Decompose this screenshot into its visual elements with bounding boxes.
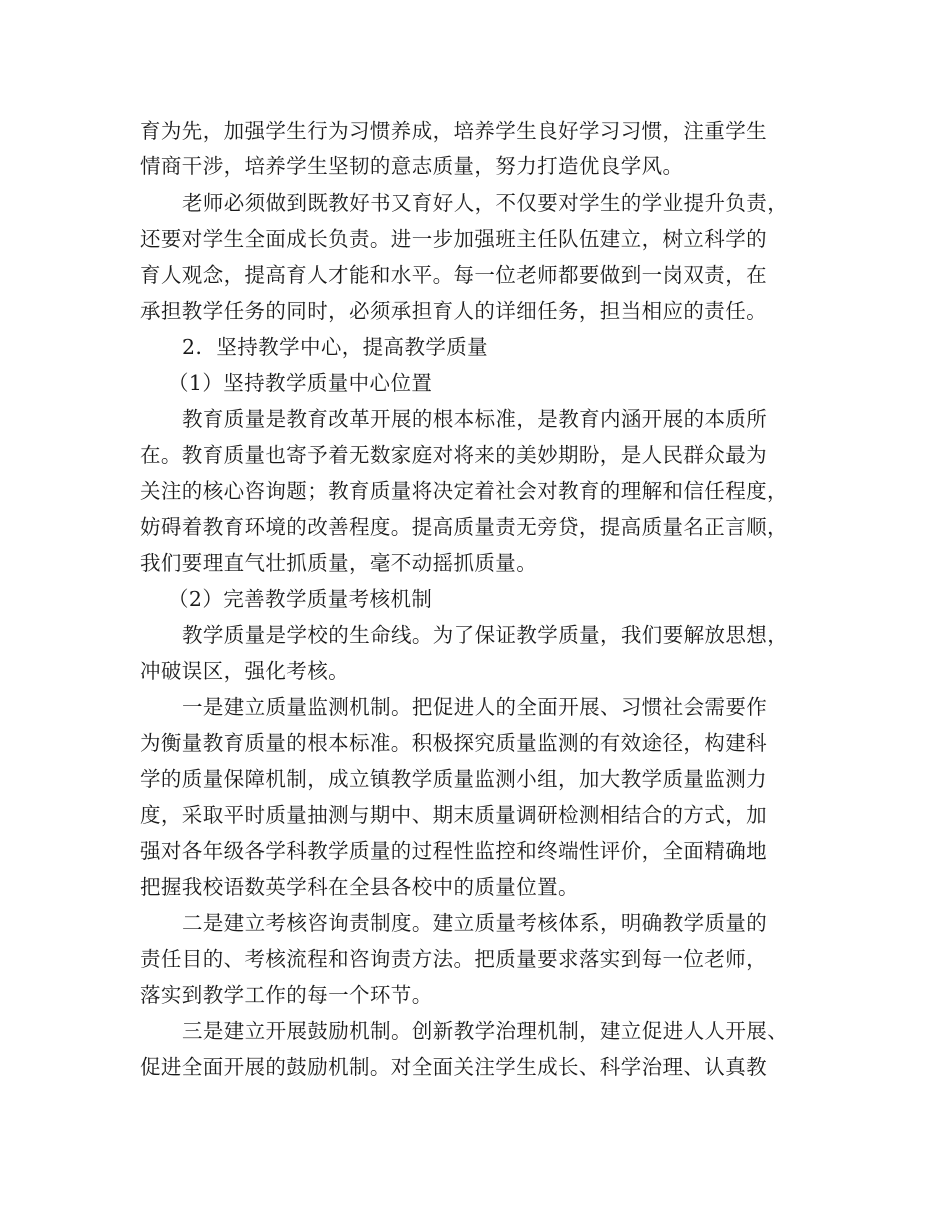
subsection-heading: （1）坚持教学质量中心位置 <box>168 371 433 395</box>
text-line: 促进全面开展的鼓励机制。对全面关注学生成长、科学治理、认真教 <box>140 1055 767 1079</box>
subsection-heading: （2）完善教学质量考核机制 <box>168 587 433 611</box>
text-line: 为衡量教育质量的根本标准。积极探究质量监测的有效途径，构建科 <box>140 731 767 755</box>
text-line: 度，采取平时质量抽测与期中、期末质量调研检测相结合的方式，加 <box>140 803 767 827</box>
text-line: 育人观念，提高育人才能和水平。每一位老师都要做到一岗双责，在 <box>140 263 767 287</box>
text-line: 在。教育质量也寄予着无数家庭对将来的美妙期盼，是人民群众最为 <box>140 443 767 467</box>
text-line: 三是建立开展鼓励机制。创新教学治理机制，建立促进人人开展、 <box>182 1019 789 1043</box>
section-heading: 2．坚持教学中心，提高教学质量 <box>182 335 489 359</box>
text-line: 情商干涉，培养学生坚韧的意志质量，努力打造优良学风。 <box>140 154 684 178</box>
text-line: 教育质量是教育改革开展的根本标准，是教育内涵开展的本质所 <box>182 407 768 431</box>
text-line: 承担教学任务的同时，必须承担育人的详细任务，担当相应的责任。 <box>140 299 767 323</box>
text-line: 妨碍着教育环境的改善程度。提高质量责无旁贷，提高质量名正言顺， <box>140 515 788 539</box>
text-line: 老师必须做到既教好书又育好人，不仅要对学生的学业提升负责， <box>182 191 789 215</box>
text-line: 教学质量是学校的生命线。为了保证教学质量，我们要解放思想， <box>182 623 789 647</box>
text-line: 把握我校语数英学科在全县各校中的质量位置。 <box>140 875 579 899</box>
text-line: 责任目的、考核流程和咨询责方法。把质量要求落实到每一位老师， <box>140 947 767 971</box>
text-line: 学的质量保障机制，成立镇教学质量监测小组，加大教学质量监测力 <box>140 767 767 791</box>
text-line: 还要对学生全面成长负责。进一步加强班主任队伍建立，树立科学的 <box>140 227 767 251</box>
text-line: 育为先，加强学生行为习惯养成，培养学生良好学习习惯，注重学生 <box>140 119 767 143</box>
text-line: 冲破误区，强化考核。 <box>140 659 349 683</box>
text-line: 二是建立考核咨询责制度。建立质量考核体系，明确教学质量的 <box>182 911 768 935</box>
text-line: 一是建立质量监测机制。把促进人的全面开展、习惯社会需要作 <box>182 695 768 719</box>
text-line: 强对各年级各学科教学质量的过程性监控和终端性评价，全面精确地 <box>140 839 767 863</box>
text-line: 落实到教学工作的每一个环节。 <box>140 983 433 1007</box>
text-line: 关注的核心咨询题；教育质量将决定着社会对教育的理解和信任程度， <box>140 479 788 503</box>
text-line: 我们要理直气壮抓质量，毫不动摇抓质量。 <box>140 551 538 575</box>
